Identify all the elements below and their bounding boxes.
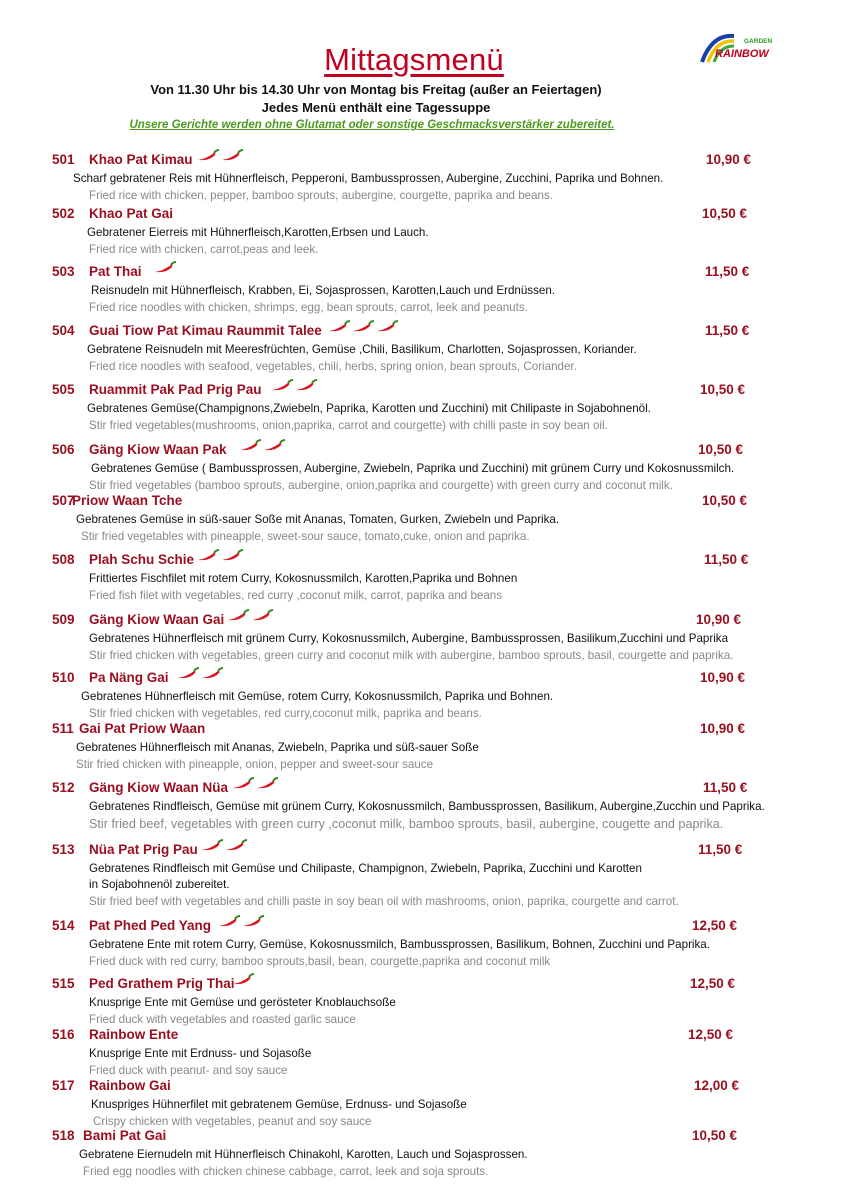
chili-icon [176, 666, 200, 680]
item-description-de: Gebratener Eierreis mit Hühnerfleisch,Karotten,Erbsen und Lauch. [87, 226, 429, 239]
spicy-rating [196, 148, 244, 162]
chili-icon [255, 776, 279, 790]
item-number: 508 [52, 552, 75, 567]
item-description-de: Knusprige Ente mit Erdnuss- und Sojasoße [89, 1047, 312, 1060]
chili-icon [196, 548, 220, 562]
logo-small-text: GARDEN [744, 38, 773, 45]
item-description-en: Fried duck with peanut- and soy sauce [89, 1064, 288, 1077]
item-price: 10,90 € [700, 721, 746, 736]
chili-icon [327, 319, 351, 333]
item-number: 518 [52, 1128, 75, 1143]
spicy-rating [200, 838, 248, 852]
item-name: Bami Pat Gai [83, 1128, 167, 1143]
chili-icon [224, 838, 248, 852]
spicy-rating [231, 972, 255, 986]
spicy-rating [217, 914, 265, 928]
item-price: 11,50 € [705, 264, 750, 279]
item-description-en: Stir fried beef with vegetables and chilli paste in soy bean oil with mashrooms, onion, paprika, courgette and carrot. [89, 895, 679, 908]
item-description-en: Stir fried vegetables (bamboo sprouts, aubergine, onion,paprika and courgette) with green curry and coconut milk. [89, 479, 673, 492]
item-name: Pa Näng Gai [89, 670, 169, 685]
item-name: Khao Pat Kimau [89, 152, 193, 167]
chili-icon [351, 319, 375, 333]
item-description-en: Stir fried vegetables(mushrooms, onion,paprika, carrot and courgette) with chilli paste in soy bean oil. [89, 419, 608, 432]
chili-icon [231, 776, 255, 790]
item-name: Pat Phed Ped Yang [89, 918, 212, 933]
spicy-rating [176, 666, 224, 680]
item-description-en: Stir fried beef, vegetables with green curry ,coconut milk, bamboo sprouts, basil, aubergine, cougette and paprika. [89, 817, 724, 831]
item-price: 12,00 € [694, 1078, 740, 1093]
item-description-de: Gebratenes Gemüse ( Bambussprossen, Aubergine, Zwiebeln, Paprika und Zucchini) mit grünem Curry und Kokosnussmilch. [91, 462, 735, 475]
item-number: 502 [52, 206, 75, 221]
item-price: 10,50 € [702, 206, 748, 221]
spicy-rating [153, 260, 177, 274]
spicy-rating [238, 438, 286, 452]
item-price: 10,50 € [702, 493, 748, 508]
item-number: 503 [52, 264, 75, 279]
item-price: 11,50 € [703, 780, 748, 795]
logo-brand-text: RAINBOW [715, 48, 769, 60]
item-description-de: Reisnudeln mit Hühnerfleisch, Krabben, Ei, Sojasprossen, Karotten,Lauch und Erdnüssen. [91, 284, 556, 297]
item-price: 11,50 € [704, 552, 749, 567]
item-description-en: Fried duck with vegetables and roasted garlic sauce [89, 1013, 356, 1026]
chili-icon [250, 608, 274, 622]
chili-icon [220, 148, 244, 162]
item-name: Pat Thai [89, 264, 142, 279]
glutamate-note: Unsere Gerichte werden ohne Glutamat oder sonstige Geschmacksverstärker zubereitet. [129, 119, 615, 131]
item-name: Khao Pat Gai [89, 206, 174, 221]
item-description-de: Gebratenes Hühnerfleisch mit Gemüse, rotem Curry, Kokosnussmilch, Paprika und Bohnen. [81, 690, 554, 703]
item-price: 12,50 € [690, 976, 736, 991]
item-description-de: Gebratene Eiernudeln mit Hühnerfleisch Chinakohl, Karotten, Lauch und Sojasprossen. [79, 1148, 528, 1161]
item-name: Priow Waan Tche [72, 493, 183, 508]
page-title: Mittagsmenü [324, 42, 504, 77]
item-name: Nüa Pat Prig Pau [89, 842, 198, 857]
item-number: 506 [52, 442, 75, 457]
item-number: 511 [52, 721, 74, 736]
item-description-en: Fried rice with chicken, pepper, bamboo sprouts, aubergine, courgette, paprika and beans. [89, 189, 554, 202]
item-description-de: Gebratene Ente mit rotem Curry, Gemüse, Kokosnussmilch, Bambussprossen, Basilikum, Bohnen, Zucchini und Paprika. [89, 938, 710, 951]
item-description-de: Scharf gebratener Reis mit Hühnerfleisch, Pepperoni, Bambussprossen, Aubergine, Zucchini, Paprika und Bohnen. [73, 172, 664, 185]
item-description-de: Gebratenes Rindfleisch, Gemüse mit grünem Curry, Kokosnussmilch, Bambussprossen, Basilikum, Aubergine,Zucchin und Paprika. [89, 800, 765, 813]
chili-icon [241, 914, 265, 928]
chili-icon [375, 319, 399, 333]
item-description-en: Fried rice with chicken, carrot,peas and leek. [89, 243, 319, 256]
item-price: 10,50 € [692, 1128, 738, 1143]
item-description-en: Crispy chicken with vegetables, peanut and soy sauce [93, 1115, 372, 1128]
item-price: 12,50 € [688, 1027, 734, 1042]
chili-icon [200, 666, 224, 680]
chili-icon [231, 972, 255, 986]
item-name: Gai Pat Priow Waan [79, 721, 206, 736]
item-name: Guai Tiow Pat Kimau Raummit Talee [89, 323, 322, 338]
item-description-en: Stir fried vegetables with pineapple, sweet-sour sauce, tomato,cuke, onion and paprika. [81, 530, 530, 543]
item-description-de: Gebratenes Hühnerfleisch mit grünem Curry, Kokosnussmilch, Aubergine, Bambussprossen, Basilikum,Zucchini und Paprika [89, 632, 729, 645]
item-description-en: Fried rice noodles with chicken, shrimps, egg, bean sprouts, carrot, leek and peanuts. [89, 301, 528, 314]
item-description-de: Gebratenes Gemüse in süß-sauer Soße mit Ananas, Tomaten, Gurken, Zwiebeln und Paprika. [76, 513, 560, 526]
chili-icon [238, 438, 262, 452]
item-price: 11,50 € [698, 842, 743, 857]
item-description-de: Frittiertes Fischfilet mit rotem Curry, Kokosnussmilch, Karotten,Paprika und Bohnen [89, 572, 518, 585]
item-number: 501 [52, 152, 75, 167]
item-number: 513 [52, 842, 75, 857]
chili-icon [270, 378, 294, 392]
item-price: 11,50 € [705, 323, 750, 338]
rainbow-logo [698, 30, 778, 64]
item-price: 10,90 € [706, 152, 752, 167]
item-description-en: Fried egg noodles with chicken chinese cabbage, carrot, leek and soja sprouts. [83, 1165, 489, 1178]
item-description-de: Knusprige Ente mit Gemüse und gerösteter Knoblauchsoße [89, 996, 396, 1009]
item-price: 10,50 € [700, 382, 746, 397]
item-description-en: Fried rice noodles with seafood, vegetables, chili, herbs, spring onion, bean sprouts, Coriander. [89, 360, 577, 373]
item-number: 505 [52, 382, 75, 397]
item-description-en: Stir fried chicken with pineapple, onion, pepper and sweet-sour sauce [76, 758, 434, 771]
item-name: Rainbow Gai [89, 1078, 171, 1093]
spicy-rating [196, 548, 244, 562]
item-name: Gäng Kiow Waan Gai [89, 612, 225, 627]
chili-icon [226, 608, 250, 622]
item-description-de: Gebratenes Gemüse(Champignons,Zwiebeln, Paprika, Karotten und Zucchini) mit Chilipaste in Sojabohnenöl. [87, 402, 651, 415]
item-number: 504 [52, 323, 75, 338]
item-number: 507 [52, 493, 75, 508]
chili-icon [262, 438, 286, 452]
item-description-en: Stir fried chicken with vegetables, red curry,coconut milk, paprika and beans. [89, 707, 482, 720]
item-number: 517 [52, 1078, 75, 1093]
chili-icon [220, 548, 244, 562]
chili-icon [196, 148, 220, 162]
item-name: Gäng Kiow Waan Pak [89, 442, 227, 457]
spicy-rating [270, 378, 318, 392]
item-description-de: in Sojabohnenöl zubereitet. [89, 878, 230, 891]
chili-icon [217, 914, 241, 928]
item-number: 516 [52, 1027, 75, 1042]
opening-hours: Von 11.30 Uhr bis 14.30 Uhr von Montag bis Freitag (außer an Feiertagen) [150, 82, 602, 97]
item-number: 512 [52, 780, 75, 795]
item-name: Plah Schu Schie [89, 552, 195, 567]
item-name: Gäng Kiow Waan Nüa [89, 780, 229, 795]
spicy-rating [327, 319, 399, 333]
item-name: Ruammit Pak Pad Prig Pau [89, 382, 262, 397]
item-description-en: Fried duck with red curry, bamboo sprouts,basil, bean, courgette,paprika and coconut milk [89, 955, 551, 968]
item-description-en: Fried fish filet with vegetables, red curry ,coconut milk, carrot, paprika and beans [89, 589, 503, 602]
item-description-en: Stir fried chicken with vegetables, green curry and coconut milk with aubergine, bamboo sprouts, basil, courgette and paprika. [89, 649, 734, 662]
item-number: 510 [52, 670, 75, 685]
chili-icon [153, 260, 177, 274]
item-price: 10,90 € [696, 612, 742, 627]
item-description-de: Gebratene Reisnudeln mit Meeresfrüchten, Gemüse ,Chili, Basilikum, Charlotten, Sojasprossen, Koriander. [87, 343, 637, 356]
item-description-de: Gebratenes Rindfleisch mit Gemüse und Chilipaste, Champignon, Zwiebeln, Paprika, Zucchini und Karotten [89, 862, 642, 875]
item-price: 12,50 € [692, 918, 738, 933]
item-number: 509 [52, 612, 75, 627]
item-number: 514 [52, 918, 75, 933]
item-description-de: Gebratenes Hühnerfleisch mit Ananas, Zwiebeln, Paprika und süß-sauer Soße [76, 741, 479, 754]
item-description-de: Knuspriges Hühnerfilet mit gebratenem Gemüse, Erdnuss- und Sojasoße [91, 1098, 467, 1111]
chili-icon [200, 838, 224, 852]
item-price: 10,50 € [698, 442, 744, 457]
item-name: Rainbow Ente [89, 1027, 179, 1042]
spicy-rating [226, 608, 274, 622]
item-number: 515 [52, 976, 75, 991]
item-price: 10,90 € [700, 670, 746, 685]
chili-icon [294, 378, 318, 392]
soup-info: Jedes Menü enthält eine Tagessuppe [261, 100, 491, 115]
spicy-rating [231, 776, 279, 790]
item-name: Ped Grathem Prig Thai [89, 976, 235, 991]
